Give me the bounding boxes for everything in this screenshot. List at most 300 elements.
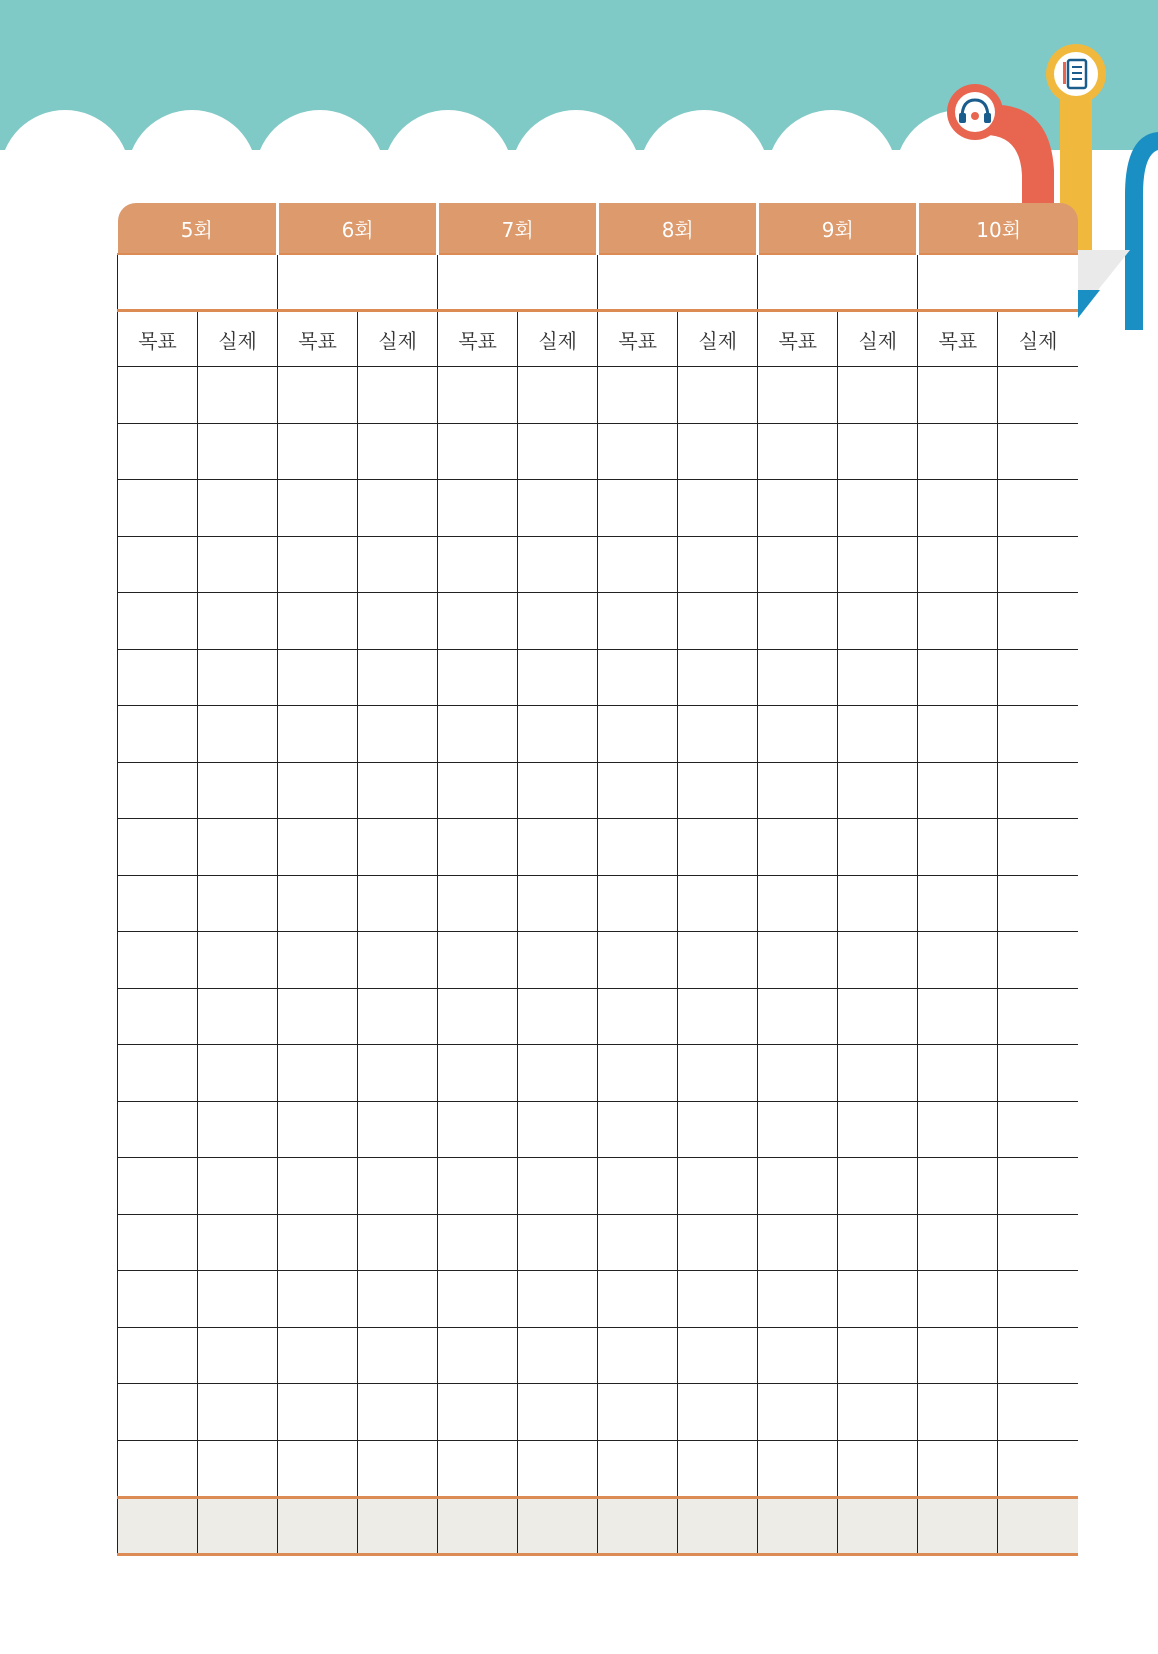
table-cell[interactable]: [518, 593, 598, 650]
goal-header: 목표: [438, 311, 518, 367]
actual-header: 실제: [358, 311, 438, 367]
table-cell[interactable]: [758, 1101, 838, 1158]
table-cell[interactable]: [998, 875, 1078, 932]
table-cell[interactable]: [198, 1158, 278, 1215]
table-row: [118, 762, 1079, 819]
notebook-icon: [1046, 44, 1106, 104]
table-cell[interactable]: [358, 932, 438, 989]
table-cell[interactable]: [998, 1045, 1078, 1102]
session-header: 6회: [278, 203, 438, 254]
table-cell[interactable]: [358, 1214, 438, 1271]
table-cell[interactable]: [198, 649, 278, 706]
table-row: [118, 593, 1079, 650]
table-cell[interactable]: [678, 1327, 758, 1384]
table-cell[interactable]: [358, 536, 438, 593]
table-cell[interactable]: [198, 1440, 278, 1498]
table-cell[interactable]: [678, 480, 758, 537]
table-row: [118, 649, 1079, 706]
table-cell[interactable]: [598, 875, 678, 932]
table-cell[interactable]: [758, 649, 838, 706]
table-cell[interactable]: [678, 593, 758, 650]
table-cell[interactable]: [598, 367, 678, 424]
table-cell[interactable]: [278, 1045, 358, 1102]
table-row: [118, 1158, 1079, 1215]
table-cell[interactable]: [838, 762, 918, 819]
total-cell[interactable]: [758, 1498, 838, 1555]
table-row: [118, 932, 1079, 989]
table-cell[interactable]: [918, 367, 998, 424]
table-cell[interactable]: [838, 875, 918, 932]
table-cell[interactable]: [598, 1440, 678, 1498]
table-cell[interactable]: [198, 932, 278, 989]
table-cell[interactable]: [678, 1271, 758, 1328]
table-cell[interactable]: [278, 875, 358, 932]
total-cell[interactable]: [518, 1498, 598, 1555]
table-cell[interactable]: [678, 649, 758, 706]
table-cell[interactable]: [438, 932, 518, 989]
table-cell[interactable]: [998, 1214, 1078, 1271]
table-cell[interactable]: [758, 988, 838, 1045]
table-cell[interactable]: [278, 367, 358, 424]
table-row: [118, 367, 1079, 424]
table-cell[interactable]: [438, 706, 518, 763]
actual-header: 실제: [998, 311, 1078, 367]
total-cell[interactable]: [198, 1498, 278, 1555]
table-cell[interactable]: [438, 593, 518, 650]
actual-header: 실제: [518, 311, 598, 367]
table-cell[interactable]: [438, 1327, 518, 1384]
table-cell[interactable]: [998, 1158, 1078, 1215]
table-cell[interactable]: [998, 480, 1078, 537]
table-cell[interactable]: [518, 1271, 598, 1328]
table-cell[interactable]: [118, 988, 198, 1045]
table-cell[interactable]: [358, 649, 438, 706]
session-date-cell[interactable]: [278, 254, 438, 311]
table-cell[interactable]: [838, 819, 918, 876]
table-cell[interactable]: [438, 1440, 518, 1498]
total-row: [118, 1498, 1079, 1555]
table-cell[interactable]: [198, 875, 278, 932]
session-header: 8회: [598, 203, 758, 254]
table-cell[interactable]: [918, 593, 998, 650]
session-date-cell[interactable]: [598, 254, 758, 311]
table-cell[interactable]: [998, 762, 1078, 819]
table-cell[interactable]: [598, 1384, 678, 1441]
table-cell[interactable]: [678, 367, 758, 424]
table-cell[interactable]: [998, 423, 1078, 480]
table-cell[interactable]: [518, 367, 598, 424]
table-cell[interactable]: [358, 1158, 438, 1215]
table-cell[interactable]: [518, 480, 598, 537]
table-cell[interactable]: [998, 1327, 1078, 1384]
table-cell[interactable]: [838, 649, 918, 706]
table-cell[interactable]: [918, 1045, 998, 1102]
total-cell[interactable]: [838, 1498, 918, 1555]
table-cell[interactable]: [198, 1101, 278, 1158]
table-row: [118, 423, 1079, 480]
table-cell[interactable]: [518, 1440, 598, 1498]
table-cell[interactable]: [118, 1271, 198, 1328]
table-cell[interactable]: [758, 1045, 838, 1102]
table-cell[interactable]: [678, 1045, 758, 1102]
actual-header: 실제: [678, 311, 758, 367]
table-cell[interactable]: [278, 706, 358, 763]
table-cell[interactable]: [438, 367, 518, 424]
table-cell[interactable]: [598, 706, 678, 763]
table-cell[interactable]: [598, 423, 678, 480]
table-cell[interactable]: [998, 932, 1078, 989]
table-cell[interactable]: [358, 423, 438, 480]
table-cell[interactable]: [998, 367, 1078, 424]
table-cell[interactable]: [678, 1101, 758, 1158]
table-cell[interactable]: [278, 988, 358, 1045]
session-header: 10회: [918, 203, 1078, 254]
table-cell[interactable]: [198, 819, 278, 876]
table-row: [118, 819, 1079, 876]
table-cell[interactable]: [998, 1384, 1078, 1441]
table-cell[interactable]: [918, 1271, 998, 1328]
table-cell[interactable]: [998, 1271, 1078, 1328]
table-cell[interactable]: [998, 988, 1078, 1045]
table-cell[interactable]: [518, 1214, 598, 1271]
table-cell[interactable]: [678, 1214, 758, 1271]
session-date-cell[interactable]: [438, 254, 598, 311]
table-cell[interactable]: [278, 423, 358, 480]
table-cell[interactable]: [678, 706, 758, 763]
table-cell[interactable]: [598, 536, 678, 593]
table-cell[interactable]: [918, 1384, 998, 1441]
table-row: [118, 1101, 1079, 1158]
table-row: [118, 1384, 1079, 1441]
session-header: 9회: [758, 203, 918, 254]
table-cell[interactable]: [838, 1045, 918, 1102]
table-cell[interactable]: [838, 1101, 918, 1158]
table-cell[interactable]: [438, 423, 518, 480]
table-cell[interactable]: [198, 536, 278, 593]
table-cell[interactable]: [198, 423, 278, 480]
table-cell[interactable]: [118, 536, 198, 593]
table-cell[interactable]: [918, 536, 998, 593]
table-cell[interactable]: [518, 536, 598, 593]
table-cell[interactable]: [838, 1271, 918, 1328]
table-cell[interactable]: [838, 932, 918, 989]
goal-header: 목표: [118, 311, 198, 367]
table-cell[interactable]: [838, 423, 918, 480]
table-cell[interactable]: [678, 1440, 758, 1498]
table-cell[interactable]: [678, 762, 758, 819]
table-cell[interactable]: [678, 988, 758, 1045]
record-table: [117, 203, 1078, 1556]
table-cell[interactable]: [838, 706, 918, 763]
table-cell[interactable]: [598, 1214, 678, 1271]
table-cell[interactable]: [678, 932, 758, 989]
table-cell[interactable]: [118, 706, 198, 763]
table-cell[interactable]: [518, 706, 598, 763]
table-cell[interactable]: [918, 706, 998, 763]
table-cell[interactable]: [838, 593, 918, 650]
table-cell[interactable]: [118, 1440, 198, 1498]
table-cell[interactable]: [838, 536, 918, 593]
table-cell[interactable]: [678, 536, 758, 593]
table-cell[interactable]: [598, 819, 678, 876]
table-cell[interactable]: [758, 1271, 838, 1328]
table-cell[interactable]: [518, 1327, 598, 1384]
table-cell[interactable]: [518, 1158, 598, 1215]
table-cell[interactable]: [518, 762, 598, 819]
session-date-cell[interactable]: [118, 254, 278, 311]
table-cell[interactable]: [998, 649, 1078, 706]
table-cell[interactable]: [358, 819, 438, 876]
table-cell[interactable]: [678, 875, 758, 932]
table-cell[interactable]: [518, 423, 598, 480]
table-cell[interactable]: [758, 367, 838, 424]
table-cell[interactable]: [758, 762, 838, 819]
total-cell[interactable]: [598, 1498, 678, 1555]
table-cell[interactable]: [198, 593, 278, 650]
table-row: [118, 706, 1079, 763]
table-cell[interactable]: [118, 423, 198, 480]
table-cell[interactable]: [678, 1384, 758, 1441]
table-cell[interactable]: [758, 1327, 838, 1384]
table-row: [118, 1440, 1079, 1498]
table-cell[interactable]: [838, 1327, 918, 1384]
session-date-row: [118, 254, 1079, 311]
table-cell[interactable]: [118, 593, 198, 650]
table-cell[interactable]: [438, 1101, 518, 1158]
table-cell[interactable]: [118, 1327, 198, 1384]
table-row: [118, 1271, 1079, 1328]
table-cell[interactable]: [198, 1271, 278, 1328]
table-cell[interactable]: [998, 536, 1078, 593]
goal-header: 목표: [918, 311, 998, 367]
table-cell[interactable]: [118, 1045, 198, 1102]
table-cell[interactable]: [838, 480, 918, 537]
table-cell[interactable]: [598, 593, 678, 650]
table-cell[interactable]: [278, 932, 358, 989]
total-cell[interactable]: [118, 1498, 198, 1555]
table-cell[interactable]: [278, 649, 358, 706]
table-cell[interactable]: [278, 480, 358, 537]
table-cell[interactable]: [918, 988, 998, 1045]
table-cell[interactable]: [598, 762, 678, 819]
table-cell[interactable]: [438, 988, 518, 1045]
table-cell[interactable]: [118, 1214, 198, 1271]
table-cell[interactable]: [758, 932, 838, 989]
table-cell[interactable]: [358, 593, 438, 650]
table-cell[interactable]: [118, 649, 198, 706]
table-cell[interactable]: [438, 536, 518, 593]
table-cell[interactable]: [438, 1271, 518, 1328]
table-cell[interactable]: [198, 1384, 278, 1441]
table-cell[interactable]: [758, 1440, 838, 1498]
table-cell[interactable]: [358, 1384, 438, 1441]
table-cell[interactable]: [198, 480, 278, 537]
table-cell[interactable]: [518, 988, 598, 1045]
table-cell[interactable]: [198, 367, 278, 424]
table-cell[interactable]: [118, 1384, 198, 1441]
table-cell[interactable]: [998, 706, 1078, 763]
total-cell[interactable]: [918, 1498, 998, 1555]
table-cell[interactable]: [598, 1101, 678, 1158]
session-date-cell[interactable]: [918, 254, 1078, 311]
table-cell[interactable]: [758, 536, 838, 593]
table-cell[interactable]: [678, 819, 758, 876]
table-cell[interactable]: [278, 1101, 358, 1158]
table-cell[interactable]: [918, 932, 998, 989]
table-cell[interactable]: [198, 762, 278, 819]
total-cell[interactable]: [438, 1498, 518, 1555]
table-cell[interactable]: [758, 819, 838, 876]
table-cell[interactable]: [358, 706, 438, 763]
table-cell[interactable]: [518, 1101, 598, 1158]
table-cell[interactable]: [678, 423, 758, 480]
session-header: 5회: [118, 203, 278, 254]
table-row: [118, 1045, 1079, 1102]
actual-header: 실제: [838, 311, 918, 367]
table-cell[interactable]: [758, 593, 838, 650]
table-cell[interactable]: [758, 706, 838, 763]
table-cell[interactable]: [998, 1101, 1078, 1158]
table-cell[interactable]: [278, 1327, 358, 1384]
table-cell[interactable]: [358, 1045, 438, 1102]
table-cell[interactable]: [278, 1158, 358, 1215]
table-cell[interactable]: [918, 1158, 998, 1215]
table-cell[interactable]: [358, 988, 438, 1045]
table-cell[interactable]: [518, 1045, 598, 1102]
table-cell[interactable]: [598, 932, 678, 989]
table-cell[interactable]: [358, 367, 438, 424]
table-cell[interactable]: [918, 423, 998, 480]
table-cell[interactable]: [918, 1101, 998, 1158]
table-cell[interactable]: [758, 875, 838, 932]
total-cell[interactable]: [358, 1498, 438, 1555]
table-cell[interactable]: [438, 819, 518, 876]
table-cell[interactable]: [518, 1384, 598, 1441]
table-cell[interactable]: [758, 1214, 838, 1271]
table-cell[interactable]: [358, 1327, 438, 1384]
table-cell[interactable]: [118, 367, 198, 424]
total-cell[interactable]: [998, 1498, 1078, 1555]
table-cell[interactable]: [598, 649, 678, 706]
table-cell[interactable]: [438, 480, 518, 537]
table-cell[interactable]: [998, 819, 1078, 876]
session-header: 7회: [438, 203, 598, 254]
table-cell[interactable]: [598, 480, 678, 537]
table-cell[interactable]: [118, 762, 198, 819]
table-cell[interactable]: [598, 1271, 678, 1328]
table-cell[interactable]: [118, 1158, 198, 1215]
table-row: [118, 480, 1079, 537]
table-cell[interactable]: [918, 1327, 998, 1384]
table-cell[interactable]: [998, 1440, 1078, 1498]
table-cell[interactable]: [278, 1440, 358, 1498]
table-cell[interactable]: [278, 1214, 358, 1271]
table-cell[interactable]: [518, 819, 598, 876]
table-cell[interactable]: [998, 593, 1078, 650]
table-cell[interactable]: [918, 762, 998, 819]
table-cell[interactable]: [438, 1158, 518, 1215]
table-cell[interactable]: [598, 1327, 678, 1384]
table-cell[interactable]: [278, 536, 358, 593]
total-cell[interactable]: [278, 1498, 358, 1555]
sub-header-row: [118, 311, 1079, 367]
table-cell[interactable]: [518, 875, 598, 932]
table-cell[interactable]: [758, 1158, 838, 1215]
table-cell[interactable]: [918, 1440, 998, 1498]
table-cell[interactable]: [278, 762, 358, 819]
table-cell[interactable]: [278, 1384, 358, 1441]
table-cell[interactable]: [918, 1214, 998, 1271]
table-cell[interactable]: [438, 1214, 518, 1271]
table-cell[interactable]: [438, 1384, 518, 1441]
table-cell[interactable]: [198, 1327, 278, 1384]
table-cell[interactable]: [118, 932, 198, 989]
goal-header: 목표: [758, 311, 838, 367]
session-header-row: [118, 203, 1079, 254]
table-cell[interactable]: [358, 1271, 438, 1328]
table-cell[interactable]: [198, 706, 278, 763]
table-cell[interactable]: [358, 875, 438, 932]
table-row: [118, 988, 1079, 1045]
table-cell[interactable]: [358, 1440, 438, 1498]
table-cell[interactable]: [918, 649, 998, 706]
table-cell[interactable]: [598, 988, 678, 1045]
table-cell[interactable]: [198, 1214, 278, 1271]
session-date-cell[interactable]: [758, 254, 918, 311]
table-cell[interactable]: [278, 593, 358, 650]
table-cell[interactable]: [838, 1384, 918, 1441]
table-cell[interactable]: [118, 480, 198, 537]
table-cell[interactable]: [278, 1271, 358, 1328]
table-cell[interactable]: [438, 762, 518, 819]
table-cell[interactable]: [598, 1158, 678, 1215]
table-cell[interactable]: [838, 1158, 918, 1215]
table-cell[interactable]: [678, 1158, 758, 1215]
table-cell[interactable]: [758, 1384, 838, 1441]
table-cell[interactable]: [438, 875, 518, 932]
table-cell[interactable]: [758, 423, 838, 480]
table-cell[interactable]: [278, 819, 358, 876]
table-row: [118, 875, 1079, 932]
table-cell[interactable]: [518, 932, 598, 989]
table-cell[interactable]: [758, 480, 838, 537]
table-cell[interactable]: [518, 649, 598, 706]
table-cell[interactable]: [118, 875, 198, 932]
table-cell[interactable]: [918, 819, 998, 876]
table-cell[interactable]: [918, 480, 998, 537]
table-cell[interactable]: [438, 1045, 518, 1102]
headphones-icon: [947, 84, 1003, 140]
table-cell[interactable]: [838, 1214, 918, 1271]
table-cell[interactable]: [838, 1440, 918, 1498]
table-cell[interactable]: [118, 819, 198, 876]
table-cell[interactable]: [118, 1101, 198, 1158]
table-cell[interactable]: [358, 762, 438, 819]
table-cell[interactable]: [438, 649, 518, 706]
goal-header: 목표: [598, 311, 678, 367]
table-row: [118, 1214, 1079, 1271]
table-cell[interactable]: [358, 480, 438, 537]
table-cell[interactable]: [198, 988, 278, 1045]
table-cell[interactable]: [838, 367, 918, 424]
table-cell[interactable]: [198, 1045, 278, 1102]
table-cell[interactable]: [918, 875, 998, 932]
total-cell[interactable]: [678, 1498, 758, 1555]
table-cell[interactable]: [358, 1101, 438, 1158]
table-cell[interactable]: [598, 1045, 678, 1102]
table-row: [118, 1327, 1079, 1384]
table-cell[interactable]: [838, 988, 918, 1045]
